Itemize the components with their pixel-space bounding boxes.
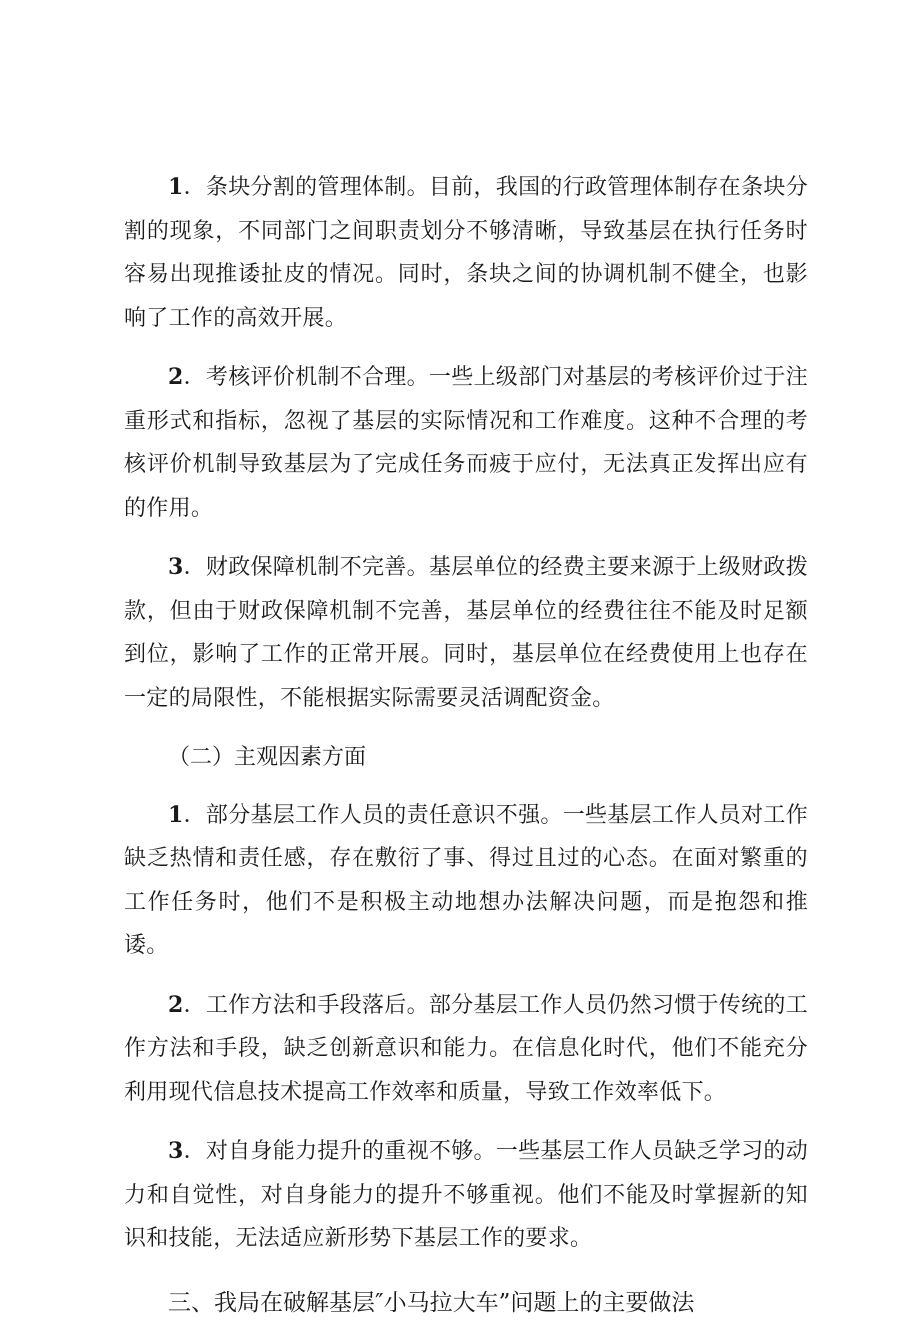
paragraph-text: ．工作方法和手段落后。部分基层工作人员仍然习惯于传统的工作方法和手段，缺乏创新意识和能力。在信息化时代，他们不能充分利用现代信息技术提高工作效率和质量，导致工作效率低下。 — [124, 992, 809, 1105]
paragraph-number: 2 — [168, 991, 184, 1018]
paragraph-subjective-3 — [124, 1130, 808, 1261]
paragraph-text: ．考核评价机制不合理。一些上级部门对基层的考核评价过于注重形式和指标，忽视了基层的实际情况和工作难度。这种不合理的考核评价机制导致基层为了完成任务而疲于应付，无法真正发挥出应有的作用。 — [124, 365, 809, 521]
paragraph-number: 2 — [168, 364, 184, 390]
paragraph-subjective-2 — [124, 984, 808, 1115]
paragraph-objective-3 — [124, 546, 808, 720]
paragraph-number: 3 — [168, 554, 184, 580]
paragraph-subjective-1 — [124, 794, 808, 968]
subheading-subjective-factors: （二）主观因素方面 — [168, 745, 367, 770]
paragraph-text: ．对自身能力提升的重视不够。一些基层工作人员缺乏学习的动力和自觉性，对自身能力的提升不够重视。他们不能及时掌握新的知识和技能，无法适应新形势下基层工作的要求。 — [124, 1139, 809, 1251]
paragraph-text: ．财政保障机制不完善。基层单位的经费主要来源于上级财政拨款，但由于财政保障机制不完善，基层单位的经费往往不能及时足额到位，影响了工作的正常开展。同时，基层单位在经费使用上也存在一定的局限性，不能根据实际需要灵活调配资金。 — [124, 555, 809, 711]
paragraph-objective-1 — [124, 166, 808, 340]
section-heading-three: 三、我局在破解基层″小马拉大车”问题上的主要做法 — [168, 1289, 695, 1316]
paragraph-number: 3 — [168, 1138, 184, 1164]
paragraph-text: ．条块分割的管理体制。目前，我国的行政管理体制存在条块分割的现象，不同部门之间职责划分不够清晰，导致基层在执行任务时容易出现推诿扯皮的情况。同时，条块之间的协调机制不健全，也影响了工作的高效开展。 — [124, 175, 809, 331]
paragraph-objective-2 — [124, 356, 808, 530]
paragraph-text: ．部分基层工作人员的责任意识不强。一些基层工作人员对工作缺乏热情和责任感，存在敷衍了事、得过且过的心态。在面对繁重的工作任务时，他们不是积极主动地想办法解决问题，而是抱怨和推诿。 — [124, 802, 809, 958]
paragraph-number: 1 — [168, 174, 184, 200]
paragraph-number: 1 — [168, 801, 184, 828]
